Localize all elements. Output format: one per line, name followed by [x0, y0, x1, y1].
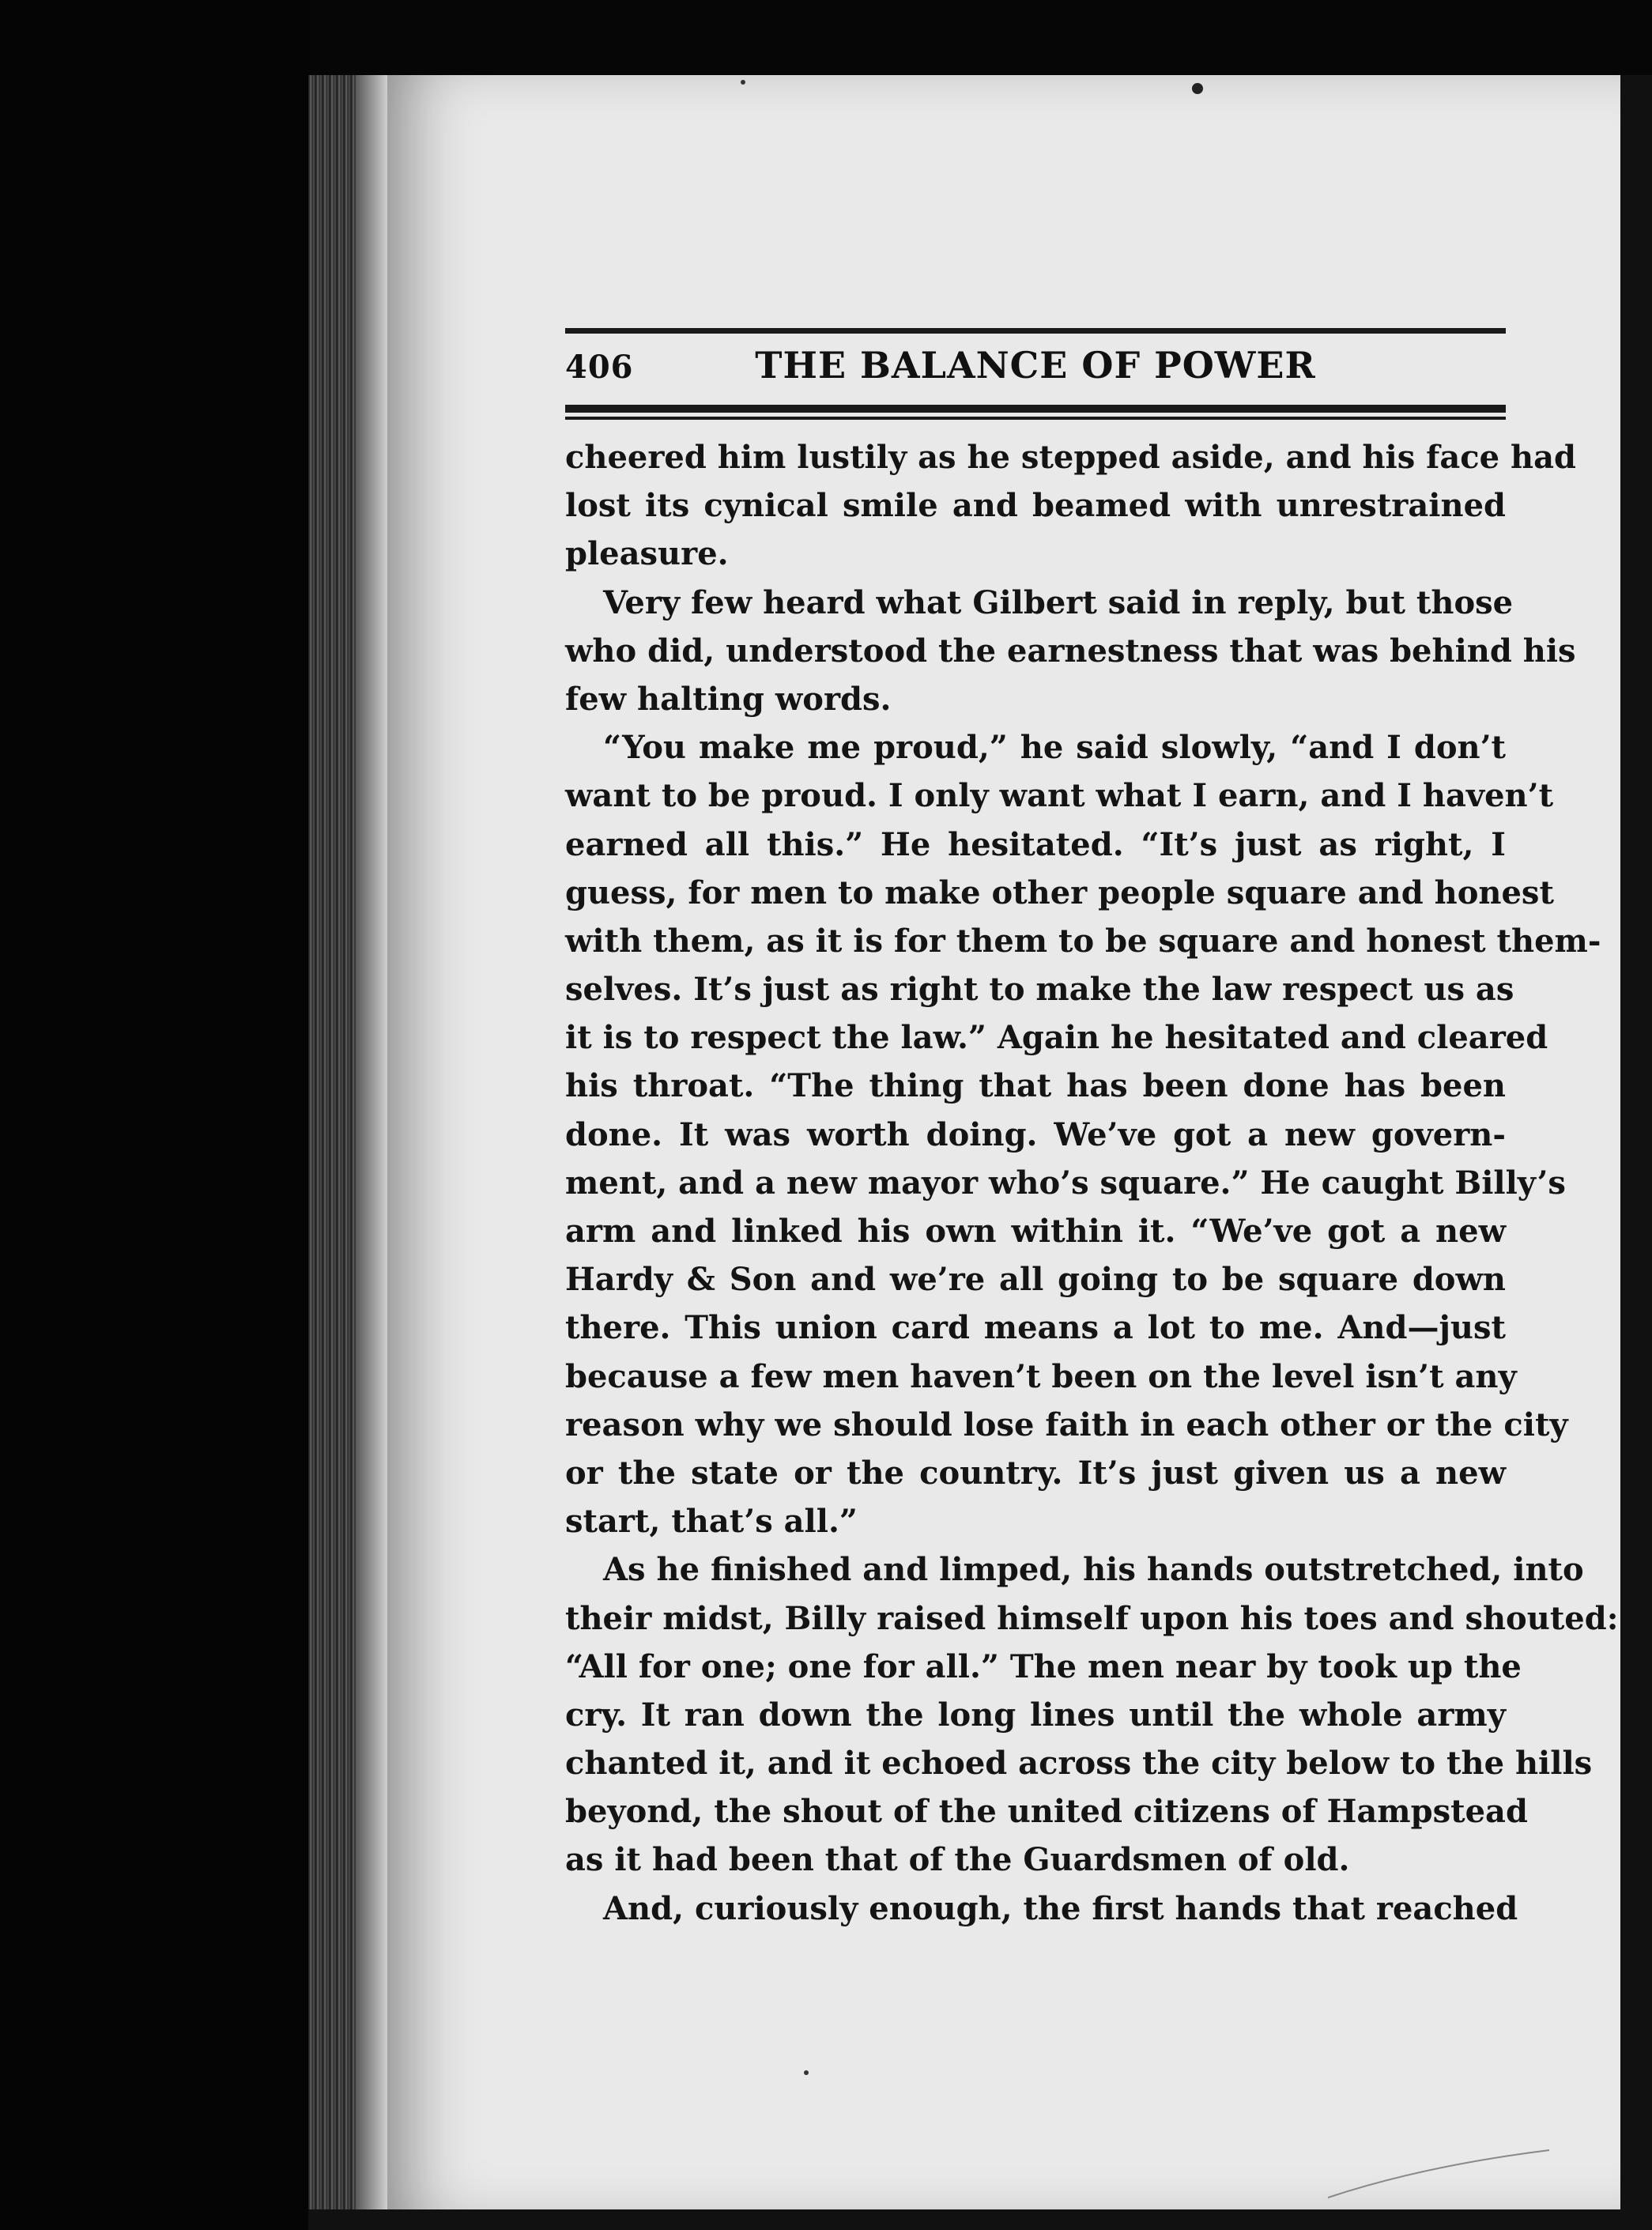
text-line: beyond, the shout of the united citizens of Hampstead: [565, 1793, 1528, 1831]
book-page-edges: [308, 75, 356, 2209]
running-title: THE BALANCE OF POWER: [755, 344, 1316, 387]
scan-right-border: [1620, 75, 1652, 2230]
text-line: start, that’s all.”: [565, 1503, 858, 1541]
text-line: Hardy & Son and we’re all going to be square down: [565, 1261, 1506, 1299]
body-text: [565, 433, 1619, 1933]
text-line: with them, as it is for them to be square and honest them-: [565, 922, 1601, 960]
text-line: as it had been that of the Guardsmen of old.: [565, 1841, 1350, 1879]
text-line: lost its cynical smile and beamed with unrestrained: [565, 487, 1506, 525]
text-line: or the state or the country. It’s just given us a new: [565, 1454, 1506, 1492]
text-line: “You make me proud,” he said slowly, “and I don’t: [603, 729, 1506, 767]
scan-bottom-border: [308, 2209, 1652, 2230]
book-gutter-shadow: [356, 75, 387, 2209]
text-line: As he finished and limped, his hands outstretched, into: [603, 1551, 1584, 1589]
running-header: [565, 344, 1506, 399]
header-bottom-rule-thin: [565, 417, 1506, 420]
text-line: arm and linked his own within it. “We’ve got a new: [565, 1213, 1506, 1250]
text-line: it is to respect the law.” Again he hesitated and cleared: [565, 1019, 1548, 1057]
text-line: chanted it, and it echoed across the city below to the hills: [565, 1745, 1593, 1783]
text-line: want to be proud. I only want what I earn, and I haven’t: [565, 777, 1554, 815]
text-line: who did, understood the earnestness that was behind his: [565, 632, 1576, 670]
text-line: Very few heard what Gilbert said in reply, but those: [603, 583, 1514, 621]
text-line: ment, and a new mayor who’s square.” He caught Billy’s: [565, 1164, 1566, 1202]
text-line: their midst, Billy raised himself upon his toes and shouted:: [565, 1599, 1619, 1637]
page-number: 406: [565, 349, 634, 386]
text-line: because a few men haven’t been on the level isn’t any: [565, 1357, 1517, 1395]
text-line: And, curiously enough, the first hands that reached: [603, 1889, 1518, 1927]
header-top-rule: [565, 328, 1506, 334]
text-line: cheered him lustily as he stepped aside, and his face had: [565, 439, 1577, 476]
text-line: reason why we should lose faith in each other or the city: [565, 1406, 1568, 1443]
text-line: selves. It’s just as right to make the law respect us as: [565, 971, 1514, 1009]
text-line: his throat. “The thing that has been done has been: [565, 1067, 1506, 1105]
text-line: “All for one; one for all.” The men near by took up the: [565, 1647, 1522, 1685]
scan-left-border: [0, 0, 308, 2230]
text-line: there. This union card means a lot to me. And—just: [565, 1309, 1506, 1347]
text-line: pleasure.: [565, 535, 729, 573]
text-line: done. It was worth doing. We’ve got a new govern-: [565, 1115, 1506, 1153]
text-line: few halting words.: [565, 680, 892, 718]
text-line: earned all this.” He hesitated. “It’s just as right, I: [565, 825, 1506, 863]
header-bottom-rule: [565, 405, 1506, 413]
text-line: guess, for men to make other people square and honest: [565, 874, 1554, 911]
text-line: cry. It ran down the long lines until the whole army: [565, 1696, 1506, 1734]
